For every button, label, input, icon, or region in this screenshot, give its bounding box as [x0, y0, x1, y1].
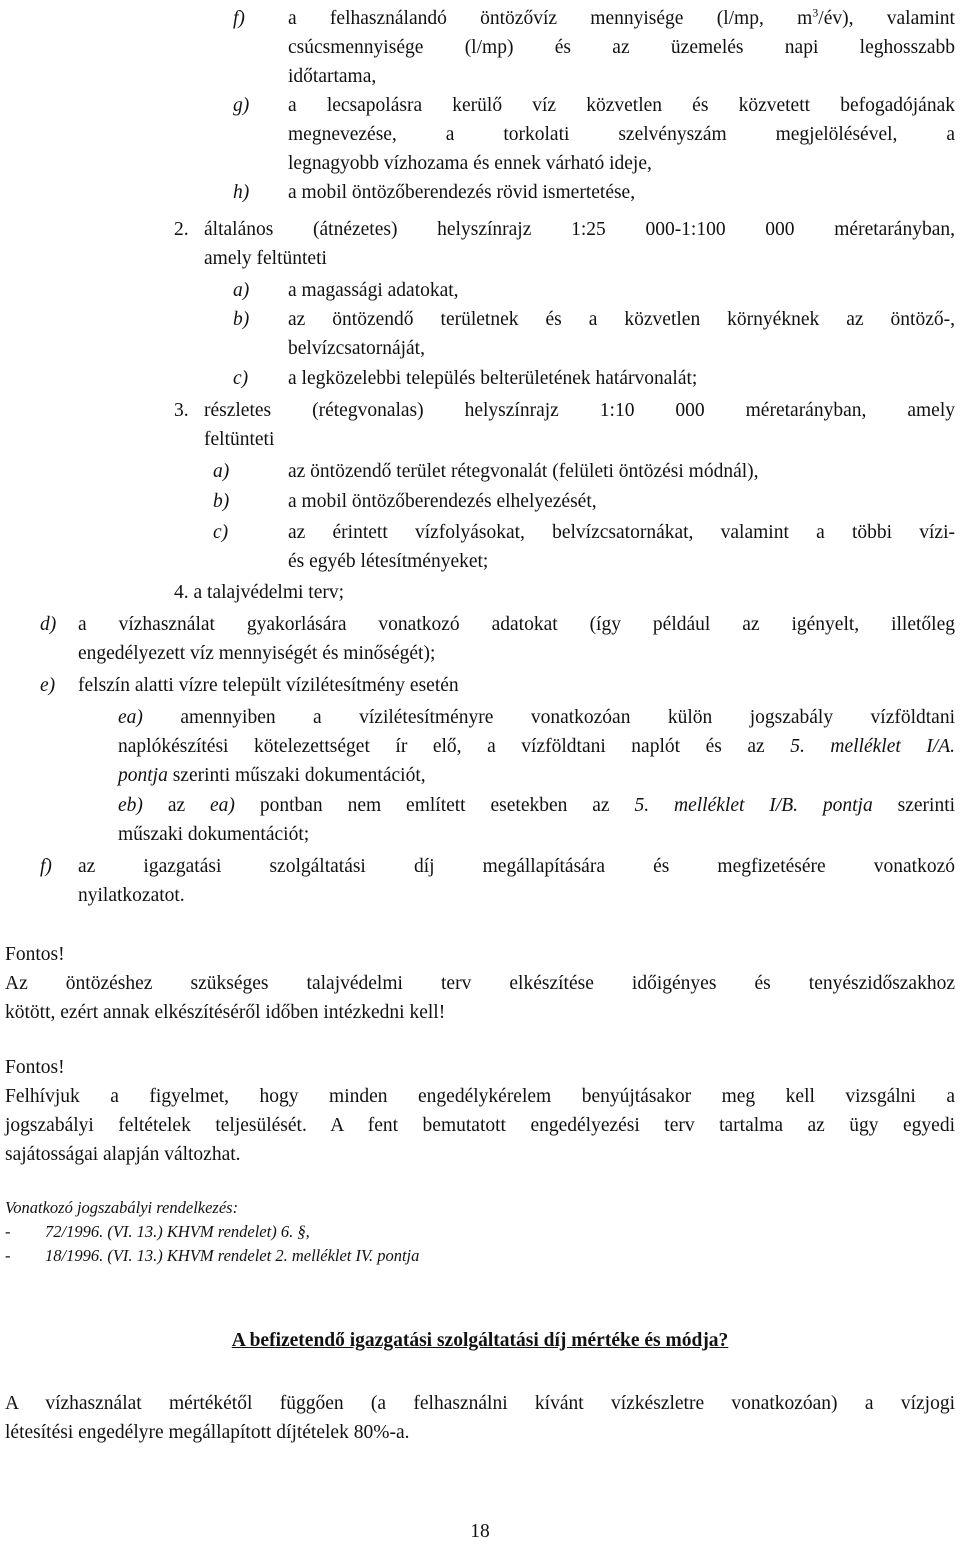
list-item-e	[40, 671, 955, 700]
list-item-f2	[40, 852, 955, 910]
text-line: részletes (rétegvonalas) helyszínrajz 1:10 000 méretarányban, amely	[204, 400, 955, 421]
fee-paragraph	[5, 1389, 955, 1447]
list-marker: d)	[40, 614, 57, 635]
text-line: megnevezése, a torkolati szelvényszám megjelölésével, a	[288, 124, 955, 145]
text-line: amely feltünteti	[204, 248, 327, 269]
notice-block	[5, 1053, 955, 1169]
sub-item-ea	[118, 703, 955, 790]
text-line: feltünteti	[204, 429, 275, 450]
sub-item-label: ea)	[118, 707, 143, 728]
list-marker: c)	[233, 368, 249, 389]
text-line: a legközelebbi település belterületének határvonalát;	[288, 368, 698, 389]
numbered-item-4	[174, 578, 344, 607]
sub-item-eb	[118, 791, 955, 849]
list-item-d	[40, 610, 955, 668]
text-line: jogszabályi feltételek teljesülését. A fent bemutatott engedélyezési terv tartalma az ügy egyedi	[5, 1115, 955, 1136]
sub-item-label: eb)	[118, 795, 143, 816]
text-line: műszaki dokumentációt;	[118, 824, 310, 845]
legal-reference: 5. melléklet I/A.	[790, 736, 956, 757]
text-line: a magassági adatokat,	[288, 280, 459, 301]
list-marker: c)	[213, 522, 229, 543]
text-line: a mobil öntözőberendezés elhelyezését,	[288, 491, 597, 512]
text-line: létesítési engedélyre megállapított díjtételek 80%-a.	[5, 1422, 410, 1443]
list-marker: b)	[213, 491, 230, 512]
legal-references	[5, 1196, 955, 1268]
text-line: nyilatkozatot.	[78, 885, 185, 906]
text-line: az öntözendő területnek és a közvetlen környéknek az öntöző-,	[288, 309, 955, 330]
text-line: sajátosságai alapján változhat.	[5, 1144, 241, 1165]
list-item: - 18/1996. (VI. 13.) KHVM rendelet 2. melléklet IV. pontja	[5, 1244, 955, 1268]
sub-item-2a	[233, 276, 955, 305]
text-line: az érintett vízfolyásokat, belvízcsatornákat, valamint a többi vízi-	[288, 522, 955, 543]
sub-item-3c	[213, 518, 955, 576]
legal-reference: 72/1996. (VI. 13.) KHVM rendelet) 6. §,	[45, 1222, 310, 1241]
text-line: a vízhasználat gyakorlására vonatkozó adatokat (így például az igényelt, illetőleg	[78, 614, 955, 635]
text-line: az igazgatási szolgáltatási díj megállapítására és megfizetésére vonatkozó	[78, 856, 955, 877]
legal-references-heading: Vonatkozó jogszabályi rendelkezés:	[5, 1198, 239, 1217]
text-line: az öntözendő terület rétegvonalát (felületi öntözési módnál),	[288, 461, 759, 482]
list-item-f	[233, 4, 955, 91]
list-marker: a)	[213, 461, 230, 482]
list-item: - 72/1996. (VI. 13.) KHVM rendelet) 6. §,	[5, 1220, 955, 1244]
sub-item-3a	[213, 457, 955, 486]
item-number: 2.	[174, 219, 189, 240]
numbered-item-2	[174, 215, 955, 244]
list-marker: h)	[233, 182, 250, 203]
text-line: a talajvédelmi terv;	[193, 582, 345, 603]
text-line: a felhasználandó öntözővíz mennyisége (l/mp, $m^3/év$), valamint	[288, 5, 955, 29]
item-number: 3.	[174, 400, 189, 421]
list-item-g	[233, 91, 955, 178]
legal-reference: 18/1996. (VI. 13.) KHVM rendelet 2. melléklet IV. pontja	[45, 1246, 420, 1265]
sub-item-2c	[233, 364, 955, 393]
item-number: 4.	[174, 582, 189, 603]
list-marker: f)	[40, 856, 52, 877]
page-number: 18	[470, 1521, 490, 1542]
text-line: legnagyobb vízhozama és ennek várható ideje,	[288, 153, 652, 174]
notice-heading: Fontos!	[5, 1057, 65, 1078]
text-line: Az öntözéshez szükséges talajvédelmi terv elkészítése időigényes és tenyészidőszakhoz	[5, 973, 955, 994]
text-line: időtartama,	[288, 66, 377, 87]
text-line: felszín alatti vízre települt vízilétesítmény esetén	[78, 675, 459, 696]
text-line: a lecsapolásra kerülő víz közvetlen és közvetett befogadójának	[288, 95, 955, 116]
text-line: ea) amennyiben a vízilétesítményre vonatkozóan külön jogszabály vízföldtani	[118, 707, 955, 728]
text-line: pontja szerinti műszaki dokumentációt,	[118, 765, 426, 786]
text-line: A vízhasználat mértékétől függően (a felhasználni kívánt vízkészletre vonatkozóan) a vízjogi	[5, 1393, 955, 1414]
legal-reference: 5. melléklet I/B. pontja	[634, 795, 873, 816]
text-line: eb) az ea) pontban nem említett esetekben az 5. melléklet I/B. pontja szerinti	[118, 795, 956, 816]
text-line: csúcsmennyisége (l/mp) és az üzemelés napi leghosszabb	[288, 37, 955, 58]
notice-block	[5, 940, 955, 1027]
text-line: általános (átnézetes) helyszínrajz 1:25 000-1:100 000 méretarányban,	[204, 219, 955, 240]
list-marker: g)	[233, 95, 250, 116]
list-marker: f)	[233, 8, 245, 29]
sub-item-2b	[233, 305, 955, 363]
list-marker: e)	[40, 675, 56, 696]
notice-heading: Fontos!	[5, 944, 65, 965]
list-marker: b)	[233, 309, 250, 330]
text-line: kötött, ezért annak elkészítéséről időben intézkedni kell!	[5, 1002, 446, 1023]
list-marker: a)	[233, 280, 250, 301]
text-line: belvízcsatornáját,	[288, 338, 425, 359]
numbered-item-3	[174, 396, 955, 425]
text-line: a mobil öntözőberendezés rövid ismertetése,	[288, 182, 636, 203]
list-item-h	[233, 178, 955, 207]
legal-reference: pontja	[118, 765, 168, 786]
text-line: engedélyezett víz mennyiségét és minőségét);	[78, 643, 436, 664]
text-line: Felhívjuk a figyelmet, hogy minden engedélykérelem benyújtásakor meg kell vizsgálni a	[5, 1086, 955, 1107]
text-line: naplókészítési kötelezettséget ír elő, a vízföldtani naplót és az 5. melléklet I/A.	[118, 736, 956, 757]
text-line: és egyéb létesítményeket;	[288, 551, 489, 572]
section-heading: A befizetendő igazgatási szolgáltatási díj mértéke és módja?	[231, 1330, 729, 1351]
sub-item-3b	[213, 487, 955, 516]
